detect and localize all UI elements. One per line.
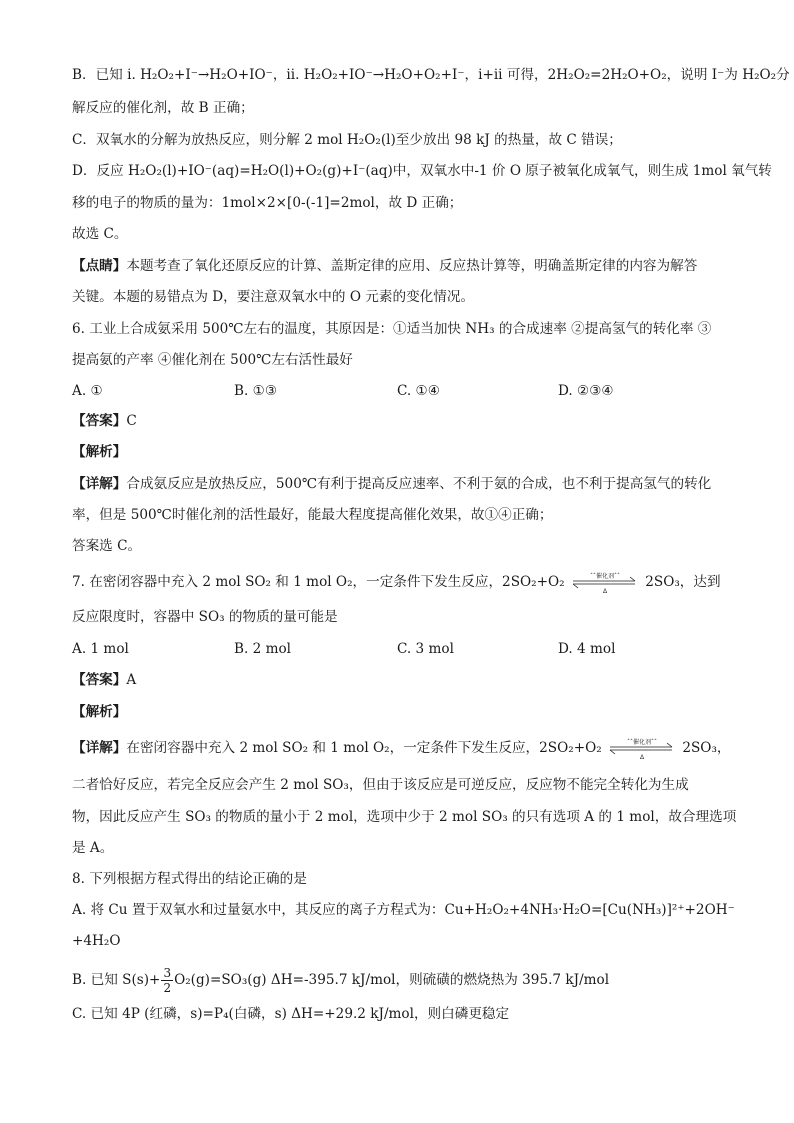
detail-paragraph: 【详解】在密闭容器中充入 2 mol SO₂ 和 1 mol O₂，一定条件下发生反应，2SO₂+O₂ ˆˆ催化剂ˆˆ Δ 2SO₃，: [72, 738, 731, 760]
option-b: B. 已知 S(s)+ $\frac{3}{2}$ O₂(g)=SO₃(g) ΔH=-395.7 kJ/mol，则硫磺的燃烧热为 395.7 kJ/mol: [72, 966, 610, 995]
svg-text:Δ: Δ: [602, 587, 607, 594]
option-a-continued: +4H₂O: [72, 933, 121, 949]
option-a: A. 将 Cu 置于双氧水和过量氨水中，其反应的离子方程式为：Cu+H₂O₂+4NH₃·H₂O=[Cu(NH₃)]²⁺+2OH⁻: [72, 902, 735, 918]
option-a: A. 1 mol: [72, 641, 129, 657]
option-b: B. ①③: [234, 383, 278, 399]
text-line: 率，但是 500℃时催化剂的活性最好，能最大程度提高催化效果，故①④正确；: [72, 507, 553, 523]
note-tag: 【点睛】: [72, 258, 127, 274]
reversible-arrow-icon: [569, 574, 641, 592]
svg-text:Δ: Δ: [639, 753, 645, 760]
question-8-stem: 8. 下列根据方程式得出的结论正确的是: [72, 871, 307, 887]
answer-value: A: [126, 672, 137, 688]
answer-line: [72, 412, 137, 430]
option-d: D. ②③④: [558, 383, 614, 399]
text-line: C．双氧水的分解为放热反应，则分解 2 mol H₂O₂(l)至少放出 98 kJ 的热量，故 C 错误；: [72, 132, 622, 148]
analysis-tag: 【解析】: [72, 704, 127, 720]
answer-line: [72, 671, 136, 689]
question-7-stem: 7. 在密闭容器中充入 2 mol SO₂ 和 1 mol O₂，一定条件下发生反应，2SO₂+O₂ ˆˆ催化剂ˆˆ Δ 2SO₃，达到: [72, 572, 721, 594]
option-b: B. 2 mol: [234, 641, 292, 657]
answer-tag: 【答案】: [72, 413, 127, 429]
answer-value: C: [126, 413, 137, 429]
option-c: C. 已知 4P (红磷，s)=P₄(白磷，s) ΔH=+29.2 kJ/mol，则白磷更稳定: [72, 1006, 510, 1022]
text-line: 答案选 C。: [72, 538, 142, 554]
detail-tag: 【详解】: [72, 740, 127, 756]
question-7-stem: 反应限度时，容器中 SO₃ 的物质的量可能是: [72, 609, 338, 625]
analysis-tag: 【解析】: [72, 444, 127, 460]
text-line: 是 A。: [72, 840, 114, 856]
question-6-stem: 提高氨的产率 ④催化剂在 500℃左右活性最好: [72, 352, 353, 368]
text-line: 关键。本题的易错点为 D，要注意双氧水中的 O 元素的变化情况。: [72, 289, 475, 305]
fraction: $\frac{3}{2}$: [163, 966, 172, 995]
option-d: D. 4 mol: [558, 641, 616, 657]
text-line: 移的电子的物质的量为：1mol×2×[0-(-1]=2mol，故 D 正确；: [72, 195, 463, 211]
note-paragraph: [72, 257, 697, 275]
svg-text:ˆˆ催化剂ˆˆ: ˆˆ催化剂ˆˆ: [589, 572, 620, 580]
detail-tag: 【详解】: [72, 476, 127, 492]
text-line: 解反应的催化剂，故 B 正确；: [72, 100, 254, 116]
note-text: 本题考查了氧化还原反应的计算、盖斯定律的应用、反应热计算等，明确盖斯定律的内容为解答: [126, 258, 698, 274]
svg-text:ˆˆ催化剂ˆˆ: ˆˆ催化剂ˆˆ: [627, 738, 658, 746]
answer-tag: 【答案】: [72, 672, 127, 688]
option-a: A. ①: [72, 383, 103, 399]
text-line: B．已知 i. H₂O₂+I⁻→H₂O+IO⁻，ii. H₂O₂+IO⁻→H₂O+O₂+I⁻，i+ii 可得，2H₂O₂=2H₂O+O₂，说明 I⁻为 H₂O₂分: [72, 67, 790, 83]
reversible-arrow-icon: [606, 740, 678, 758]
text-line: 二者恰好反应，若完全反应会产生 2 mol SO₃，但由于该反应是可逆反应，反应物不能完全转化为生成: [72, 777, 689, 793]
question-6-stem: 6. 工业上合成氨采用 500℃左右的温度，其原因是：①适当加快 NH₃ 的合成速率 ②提高氢气的转化率 ③: [72, 321, 712, 337]
option-c: C. 3 mol: [397, 641, 454, 657]
option-c: C. ①④: [397, 383, 440, 399]
detail-paragraph: 【详解】合成氨反应是放热反应，500℃有利于提高反应速率、不利于氨的合成，也不利于提高氢气的转化: [72, 476, 712, 492]
text-line: D．反应 H₂O₂(l)+IO⁻(aq)=H₂O(l)+O₂(g)+I⁻(aq)中，双氧水中-1 价 O 原子被氧化成氧气，则生成 1mol 氧气转: [72, 163, 772, 179]
text-line: 物，因此反应产生 SO₃ 的物质的量小于 2 mol，选项中少于 2 mol SO₃ 的只有选项 A 的 1 mol，故合理选项: [72, 809, 737, 825]
text-line: 故选 C。: [72, 226, 128, 242]
